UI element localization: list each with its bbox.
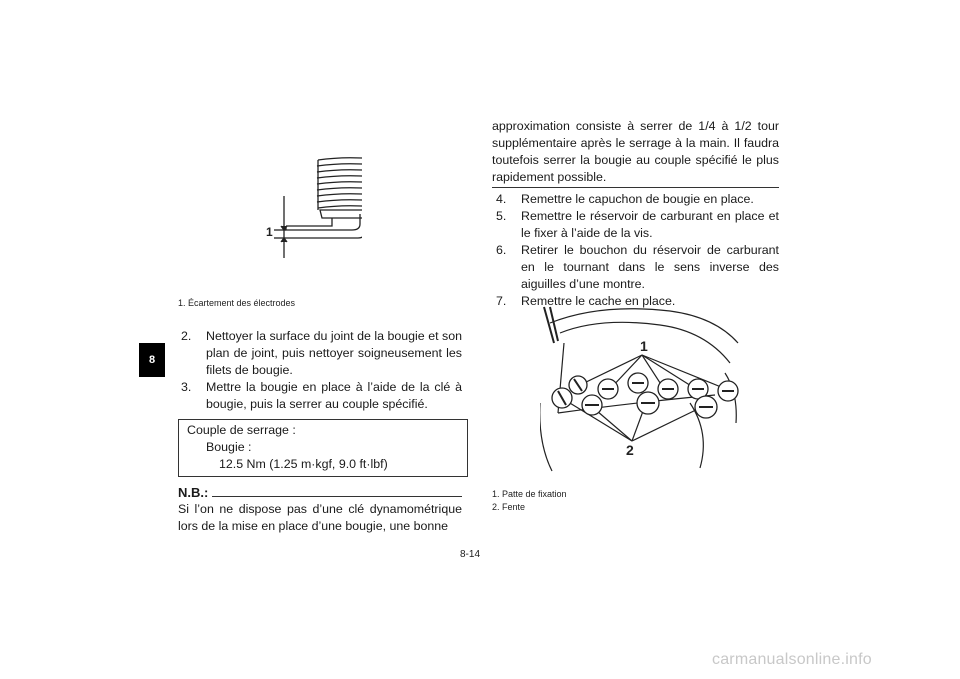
list-item (181, 379, 462, 413)
step-number: 2. (181, 329, 192, 343)
step-text: Nettoyer la surface du joint de la bougie et son plan de joint, puis nettoyer soigneusement les filets de bougie. (206, 329, 462, 377)
step-number: 6. (496, 243, 507, 257)
steps-right-list (496, 191, 779, 310)
list-item (496, 191, 779, 208)
plug-callout-1: 1 (266, 225, 273, 239)
step-text: Remettre le cache en place. (521, 294, 676, 308)
fuel-tank-cover-illustration (540, 303, 740, 473)
spark-plug-illustration (262, 152, 362, 260)
step-text: Remettre le réservoir de carburant en place et le fixer à l’aide de la vis. (521, 209, 779, 240)
watermark-text: carmanualsonline.info (712, 651, 872, 668)
step-number: 5. (496, 209, 507, 223)
tank-captions (492, 488, 567, 514)
list-item (496, 242, 779, 293)
tank-caption-2: 2. Fente (492, 502, 526, 512)
step-number: 7. (496, 294, 507, 308)
spec-label: Couple de serrage : (187, 423, 296, 437)
step-text: Remettre le capuchon de bougie en place. (521, 192, 754, 206)
spec-item: Bougie : (206, 440, 252, 454)
plug-caption-1: 1. Écartement des électrodes (178, 298, 296, 308)
note-body: Si l’on ne dispose pas d’une clé dynamométrique lors de la mise en place d’une bougie, une bonne (178, 502, 462, 533)
list-item (181, 328, 462, 379)
note-label: N.B.: (178, 485, 209, 500)
tank-callout-1: 1 (640, 338, 648, 354)
note-continued: approximation consiste à serrer de 1/4 à 1/2 tour supplémentaire après le serrage à la main. Il faudra toutefois serrer la bougie au couple spécifié le plus rapidement possible. (492, 119, 779, 184)
note-end-divider (492, 187, 779, 188)
step-text: Mettre la bougie en place à l’aide de la clé à bougie, puis la serrer au couple spécifié. (206, 380, 462, 411)
tank-callout-2: 2 (626, 442, 634, 458)
steps-left-list (181, 328, 462, 413)
note-heading (178, 484, 462, 500)
tank-caption-1: 1. Patte de fixation (492, 489, 567, 499)
note-divider (212, 496, 462, 497)
chapter-tab: 8 (139, 343, 165, 377)
page-number: 8-14 (460, 549, 481, 560)
list-item (496, 208, 779, 242)
torque-spec-box (178, 419, 468, 477)
step-text: Retirer le bouchon du réservoir de carburant en le tournant dans le sens inverse des aiguilles d’une montre. (521, 243, 779, 291)
step-number: 4. (496, 192, 507, 206)
spec-value: 12.5 Nm (1.25 m·kgf, 9.0 ft·lbf) (219, 457, 388, 471)
step-number: 3. (181, 380, 192, 394)
